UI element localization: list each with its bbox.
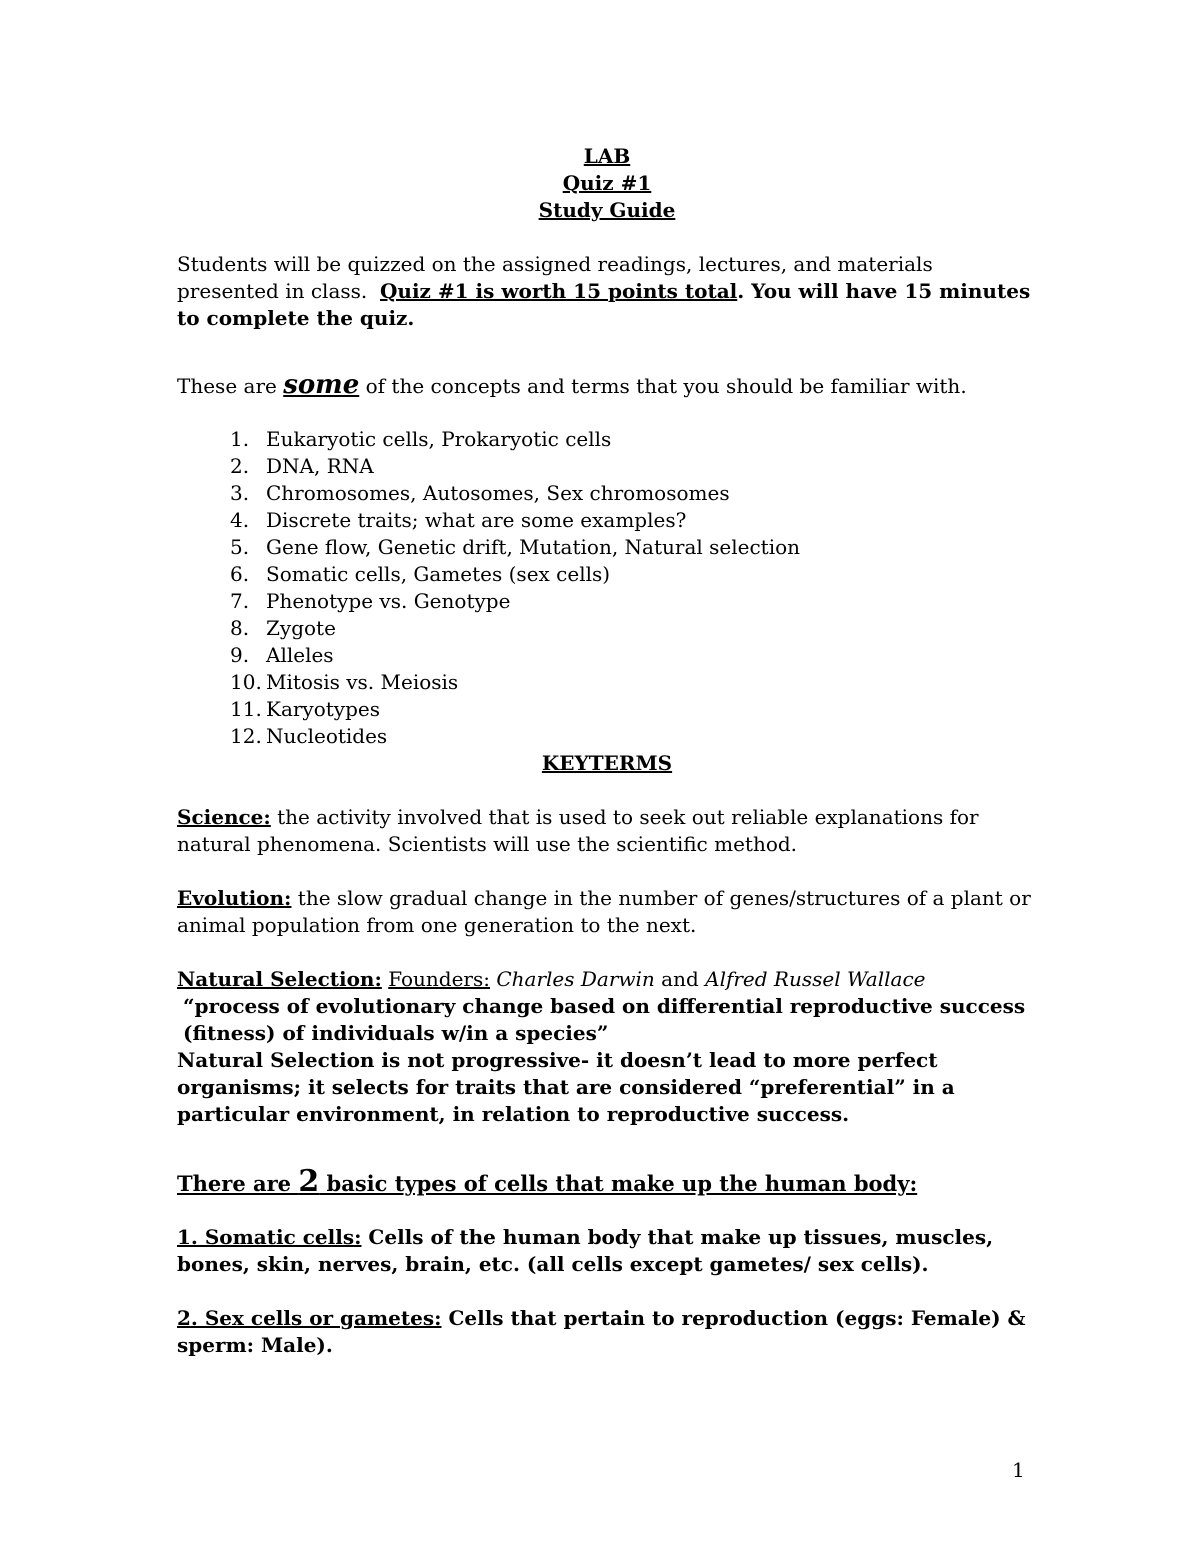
evolution-definition	[177, 885, 1037, 939]
sexcells-term: 2. Sex cells or gametes:	[177, 1306, 442, 1330]
concept-list	[177, 426, 1037, 750]
title-study-guide: Study Guide	[538, 198, 676, 222]
list-item: 9. Alleles	[230, 643, 334, 667]
founder-darwin: Charles Darwin	[496, 967, 655, 991]
intro-text: Students will be quizzed on the assigned readings, lectures, and materials presented in class.	[177, 252, 933, 303]
list-item: 4. Discrete traits; what are some examples?	[230, 508, 687, 532]
science-term: Science:	[177, 805, 271, 829]
celltypes-number: 2	[298, 1164, 320, 1199]
intro-paragraph	[177, 251, 1037, 332]
science-def: the activity involved that is used to seek out reliable explanations for natural phenomena. Scientists will use the scientific method.	[177, 805, 979, 856]
concepts-suffix: of the concepts and terms that you should be familiar with.	[359, 374, 967, 398]
list-item: 11. Karyotypes	[230, 697, 381, 721]
page-number: 1	[1012, 1458, 1025, 1482]
natsel-founders	[177, 966, 1037, 993]
title-lab: LAB	[583, 144, 631, 168]
celltypes-heading: There are 2 basic types of cells that make up the human body:	[177, 1164, 918, 1199]
np-bold: Natural Selection is not progressive	[177, 1048, 581, 1072]
natsel-quote: “process of evolutionary change based on differential reproductive success (fitness) of individuals w/in a species”	[183, 994, 1026, 1045]
evolution-term: Evolution:	[177, 886, 292, 910]
natsel-not-progressive	[177, 1047, 1037, 1128]
science-definition	[177, 804, 1037, 858]
quiz-worth: Quiz #1 is worth 15 points total	[379, 279, 738, 303]
somatic-def: Cells of the human body that make up tissues, muscles, bones, skin, nerves, brain, etc. (all cells except gametes/ sex cells).	[177, 1225, 994, 1276]
title-quiz: Quiz #1	[562, 171, 652, 195]
concepts-intro	[177, 372, 1037, 400]
concepts-prefix: These are	[177, 374, 284, 398]
sexcells-def: Cells that pertain to reproduction (eggs: Female) & sperm: Male).	[177, 1306, 1026, 1357]
evolution-def: the slow gradual change in the number of genes/structures of a plant or animal population from one generation to the next.	[177, 886, 1031, 937]
founders-label: Founders:	[388, 967, 490, 991]
natsel-term: Natural Selection:	[177, 967, 382, 991]
np-rest: - it doesn’t lead to more perfect organisms; it selects for traits that are considered “preferential” in a particular environment, in relation to reproductive success.	[177, 1048, 955, 1126]
list-item: 6. Somatic cells, Gametes (sex cells)	[230, 562, 611, 586]
list-item: 10. Mitosis vs. Meiosis	[230, 670, 459, 694]
list-item: 1. Eukaryotic cells, Prokaryotic cells	[230, 427, 612, 451]
document-body	[177, 143, 1037, 1359]
founders-and: and	[654, 967, 706, 991]
list-item: 3. Chromosomes, Autosomes, Sex chromosomes	[230, 481, 730, 505]
somatic-term: 1. Somatic cells:	[177, 1225, 362, 1249]
list-item: 8. Zygote	[230, 616, 336, 640]
founder-wallace: Alfred Russel Wallace	[705, 967, 926, 991]
list-item: 7. Phenotype vs. Genotype	[230, 589, 511, 613]
keyterms-heading: KEYTERMS	[541, 751, 673, 775]
quiz-time: . You will have 15 minutes to complete the quiz.	[177, 279, 1031, 330]
list-item: 5. Gene flow, Genetic drift, Mutation, Natural selection	[230, 535, 801, 559]
somatic-definition	[177, 1224, 1037, 1278]
concepts-emphasis: some	[283, 370, 360, 400]
list-item: 12. Nucleotides	[230, 724, 388, 748]
sexcells-definition	[177, 1305, 1037, 1359]
list-item: 2. DNA, RNA	[230, 454, 374, 478]
